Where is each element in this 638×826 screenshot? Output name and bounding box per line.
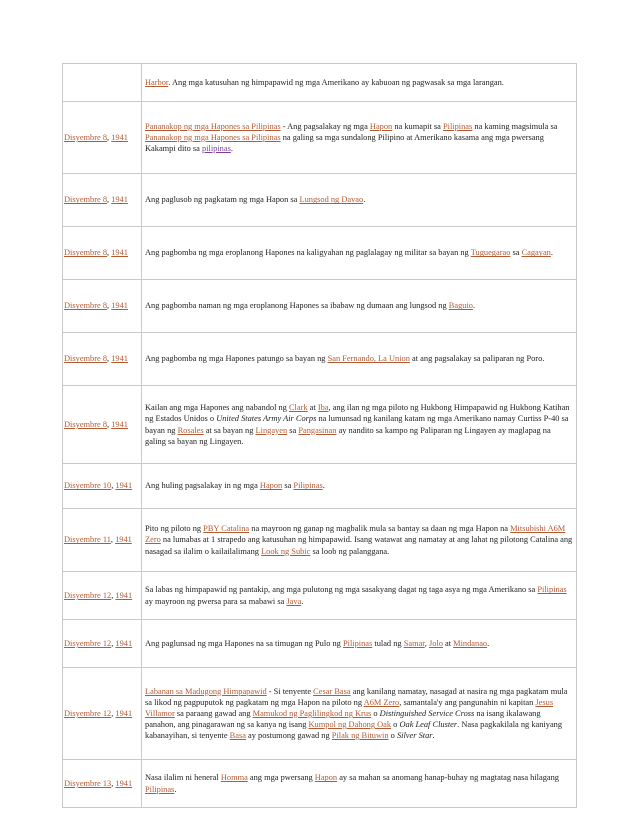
text-span: sa — [282, 481, 294, 491]
wiki-link[interactable]: Hapon — [314, 773, 338, 783]
event-description-cell — [142, 333, 577, 386]
wiki-link[interactable]: 1941 — [115, 638, 133, 648]
event-description-cell — [142, 572, 577, 620]
date-cell — [63, 64, 142, 102]
text-span: Ang pagbomba ng mga Hapones patungo sa bayan ng — [145, 354, 328, 364]
text-span: . — [550, 248, 553, 258]
date-cell — [63, 509, 142, 572]
table-row — [63, 509, 577, 572]
event-description-cell — [142, 64, 577, 102]
wiki-link[interactable]: Jesus Villamor — [145, 697, 554, 718]
text-span: Sa labas ng himpapawid ng pantakip, ang mga pulutong ng mga sasakyang dagat ng taga asya ng mga Amerikano sa — [145, 585, 538, 595]
wiki-link[interactable]: Harbor — [145, 77, 169, 87]
wiki-link[interactable]: Disyembre 8 — [64, 419, 108, 429]
wiki-link[interactable]: 1941 — [115, 778, 133, 788]
wiki-link[interactable]: Disyembre 12 — [64, 638, 112, 648]
wiki-link[interactable]: 1941 — [111, 248, 128, 258]
text-span: . — [487, 638, 490, 648]
events-table-body — [63, 64, 577, 808]
text-span: Ang huling pagsalakay in ng mga — [145, 481, 260, 491]
italic-text: Silver Star — [396, 731, 433, 741]
wiki-link[interactable]: Disyembre 10 — [64, 481, 112, 491]
wiki-link[interactable]: 1941 — [111, 301, 128, 311]
wiki-link[interactable]: Cesar Basa — [313, 686, 351, 696]
wiki-link[interactable]: Pilipinas — [342, 638, 373, 648]
event-description-cell — [142, 464, 577, 509]
wiki-link[interactable]: Pilak ng Bituwin — [331, 731, 389, 741]
text-span: sa paraang gawad ang — [174, 708, 253, 718]
wiki-link[interactable]: Pilipinas — [442, 121, 473, 131]
event-description-cell — [142, 760, 577, 808]
wiki-link[interactable]: Homma — [220, 773, 248, 783]
text-span: , — [107, 301, 112, 311]
table-row — [63, 227, 577, 280]
text-span: ay mayroon ng pwersa para sa mabawi sa — [145, 596, 287, 606]
text-span: o — [388, 731, 397, 741]
wiki-link[interactable]: Java — [286, 596, 302, 606]
wiki-link[interactable]: Disyembre 8 — [64, 132, 108, 142]
italic-text: Distinguished Service Cross — [379, 708, 475, 718]
wiki-link[interactable]: Samar — [403, 638, 425, 648]
wiki-link[interactable]: Mitsubishi A6M Zero — [145, 524, 566, 545]
text-span: at — [307, 403, 318, 413]
wiki-link[interactable]: 1941 — [115, 708, 133, 718]
table-row — [63, 64, 577, 102]
text-span: , — [111, 590, 116, 600]
text-span: , ang ilan ng mga piloto ng Hukbong Himpapawid ng Hukbong Katihan ng Estados Unidos o — [145, 403, 570, 424]
text-span: ay nandito sa kampo ng Paliparan ng Lingayen ay maglapag na galing sa bayan ng Lingayen. — [145, 425, 551, 446]
date-cell — [63, 668, 142, 760]
text-span: na lumabas at 1 strapedo ang katusuhan ng himpapawid. Isang watawat ang namatay at ang lahat ng pilotong Catalina ang nasagad sa ilalim o kailailalimang — [145, 535, 573, 556]
event-description-cell — [142, 102, 577, 174]
date-cell — [63, 174, 142, 227]
wiki-link[interactable]: Disyembre 8 — [64, 301, 108, 311]
wiki-link[interactable]: Disyembre 13 — [64, 778, 112, 788]
wiki-link[interactable]: Pangasinan — [298, 425, 337, 435]
text-span: o — [371, 708, 380, 718]
text-span: na lumunsad ng kanilang katam ng mga Amerikano namay Curtiss P-40 sa bayan ng — [145, 414, 569, 435]
table-row — [63, 386, 577, 464]
text-span: Ang pagbomba naman ng mga eroplanong Hapones sa ibabaw ng dumaan ang lungsod ng — [145, 301, 449, 311]
wiki-link[interactable]: Mamukod ng Paglilingkod ng Krus — [252, 708, 372, 718]
wiki-link[interactable]: Kumpol ng Dahong Oak — [308, 720, 392, 730]
text-span: , — [110, 535, 116, 545]
event-description-cell — [142, 280, 577, 333]
wiki-link[interactable]: Hapon — [369, 121, 393, 131]
text-span: , — [107, 132, 112, 142]
italic-text: United States Army Air Corps — [216, 414, 317, 424]
table-row — [63, 760, 577, 808]
wiki-link[interactable]: Disyembre 12 — [64, 708, 112, 718]
table-row — [63, 464, 577, 509]
text-span: na mayroon ng ganap ng magbalik mula sa bantay sa daan ng mga Hapon na — [249, 524, 511, 534]
table-row — [63, 280, 577, 333]
text-span: , — [107, 354, 112, 364]
text-span: , — [107, 195, 112, 205]
text-span: na galing sa mga sundalong Pilipino at Amerikano kasama ang mga pwersang Kakampi dito sa — [145, 132, 544, 154]
text-span: . Ang mga katusuhan ng himpapawid ng mga Amerikano ay kabuoan ng pagwasak sa mga larangan. — [168, 77, 504, 87]
date-cell — [63, 760, 142, 808]
wiki-link[interactable]: Tuguegarao — [470, 248, 511, 258]
wiki-link[interactable]: pilipinas — [202, 144, 231, 154]
date-cell — [63, 280, 142, 333]
wiki-link[interactable]: 1941 — [111, 419, 128, 429]
text-span: na kumapit sa — [392, 121, 443, 131]
wiki-link[interactable]: 1941 — [111, 354, 128, 364]
text-span: ay sa mahan sa anomang hanap-buhay ng magtatag nasa hilagang — [337, 773, 559, 783]
date-cell — [63, 333, 142, 386]
wiki-link[interactable]: Baguio — [448, 301, 473, 311]
text-span: Ang pagbomba ng mga eroplanong Hapones na kaligyahan ng paglalagay ng militar sa bayan ng — [145, 248, 471, 258]
event-description-cell — [142, 509, 577, 572]
text-span: - Ang pagsalakay ng mga — [280, 121, 370, 131]
date-cell — [63, 102, 142, 174]
event-description-cell — [142, 227, 577, 280]
text-span: Ang paglusob ng pagkatam ng mga Hapon sa — [145, 195, 300, 205]
text-span: o — [391, 720, 400, 730]
wiki-link[interactable]: Disyembre 8 — [64, 354, 108, 364]
text-span: na kaming magsimula sa — [472, 121, 558, 131]
wiki-link[interactable]: Lingayen — [255, 425, 288, 435]
text-span: na isang ikalawang panahon, ang pinagarawan ng sa kanya ng isang — [145, 708, 541, 730]
text-span: ang kanilang namatay, nasagad at nasira ng mga pagkatam mula sa likod ng pagpuputok ng pagkatam ng mga Hapon na piloto ng — [145, 686, 568, 707]
event-description-cell — [142, 386, 577, 464]
wiki-link[interactable]: 1941 — [111, 195, 128, 205]
wiki-link[interactable]: PBY Catalina — [203, 524, 250, 534]
text-span: Ang paglunsad ng mga Hapones na sa timugan ng Pulo ng — [145, 638, 343, 648]
table-row — [63, 174, 577, 227]
table-row — [63, 668, 577, 760]
wiki-link[interactable]: Pilipinas — [145, 784, 175, 794]
wiki-link[interactable]: 1941 — [111, 132, 128, 142]
text-span: . Nasa pagkakilala ng kaniyang kabanayihan, si tenyente — [145, 720, 563, 741]
wiki-link[interactable]: Pananakop ng mga Hapones sa Pilipinas — [145, 132, 281, 142]
table-row — [63, 333, 577, 386]
event-description-cell — [142, 620, 577, 668]
wiki-link[interactable]: Disyembre 8 — [64, 248, 108, 258]
text-span: at sa bayan ng — [203, 425, 256, 435]
wiki-link[interactable]: Jolo — [428, 638, 443, 648]
text-span: sa loob ng palanggana. — [310, 546, 390, 556]
text-span: , — [111, 708, 116, 718]
text-span: tulad ng — [372, 638, 404, 648]
wiki-link[interactable]: Labanan sa Madugong Himpapawid — [145, 686, 267, 696]
date-cell — [63, 227, 142, 280]
date-cell — [63, 464, 142, 509]
text-span: at — [442, 638, 454, 648]
text-span: Kailan ang mga Hapones ang nabandol ng — [145, 403, 289, 413]
text-span: . — [363, 195, 366, 205]
event-description-cell — [142, 668, 577, 760]
wiki-link[interactable]: Disyembre 8 — [64, 195, 108, 205]
wiki-link[interactable]: Hapon — [259, 481, 283, 491]
wiki-link[interactable]: Disyembre 12 — [64, 590, 112, 600]
date-cell — [63, 386, 142, 464]
table-row — [63, 572, 577, 620]
wiki-link[interactable]: San Fernando, La Union — [327, 354, 410, 364]
wiki-link[interactable]: Clark — [288, 403, 308, 413]
wiki-link[interactable]: Cagayan — [521, 248, 551, 258]
event-description-cell — [142, 174, 577, 227]
italic-text: Oak Leaf Cluster — [399, 720, 458, 730]
wiki-link[interactable]: Basa — [229, 731, 246, 741]
date-cell — [63, 572, 142, 620]
wiki-link[interactable]: Look ng Subic — [261, 546, 311, 556]
table-row — [63, 620, 577, 668]
wiki-link[interactable]: Pananakop ng mga Hapones sa Pilipinas — [145, 121, 281, 131]
text-span: - Si tenyente — [266, 686, 314, 696]
text-span: , — [111, 638, 116, 648]
wiki-link[interactable]: A6M Zero — [363, 697, 400, 707]
text-span: , — [107, 248, 112, 258]
wiki-link[interactable]: 1941 — [115, 535, 132, 545]
text-span: sa — [510, 248, 522, 258]
text-span: ay postumong gawad ng — [245, 731, 332, 741]
wiki-link[interactable]: Iba — [317, 403, 329, 413]
wiki-link[interactable]: Disyembre 11 — [64, 535, 111, 545]
text-span: . — [322, 481, 325, 491]
text-span: , — [111, 778, 116, 788]
date-cell — [63, 620, 142, 668]
text-span: . — [472, 301, 476, 311]
text-span: Nasa ilalim ni heneral — [145, 773, 221, 783]
wiki-link[interactable]: Pilipinas — [537, 585, 567, 595]
wiki-link[interactable]: 1941 — [115, 590, 133, 600]
wiki-link[interactable]: Lungsod ng Davao — [299, 195, 364, 205]
text-span: , — [111, 481, 116, 491]
text-span: , — [424, 638, 429, 648]
text-span: . — [301, 596, 304, 606]
table-row — [63, 102, 577, 174]
wiki-link[interactable]: Mindanao — [453, 638, 488, 648]
text-span: . — [174, 784, 177, 794]
text-span: ang mga pwersang — [247, 773, 315, 783]
text-span: at ang pagsalakay sa paliparan ng Poro. — [409, 354, 545, 364]
text-span: . — [432, 731, 435, 741]
text-span: . — [230, 144, 233, 154]
wiki-link[interactable]: Pilipinas — [293, 481, 323, 491]
text-span: , samantala'y ang pangunahin ni kapitan — [399, 697, 536, 707]
text-span: sa — [287, 425, 299, 435]
events-table — [62, 63, 577, 808]
wiki-link[interactable]: 1941 — [115, 481, 133, 491]
text-span: , — [107, 419, 112, 429]
wiki-link[interactable]: Rosales — [177, 425, 204, 435]
text-span: Pito ng piloto ng — [145, 524, 204, 534]
